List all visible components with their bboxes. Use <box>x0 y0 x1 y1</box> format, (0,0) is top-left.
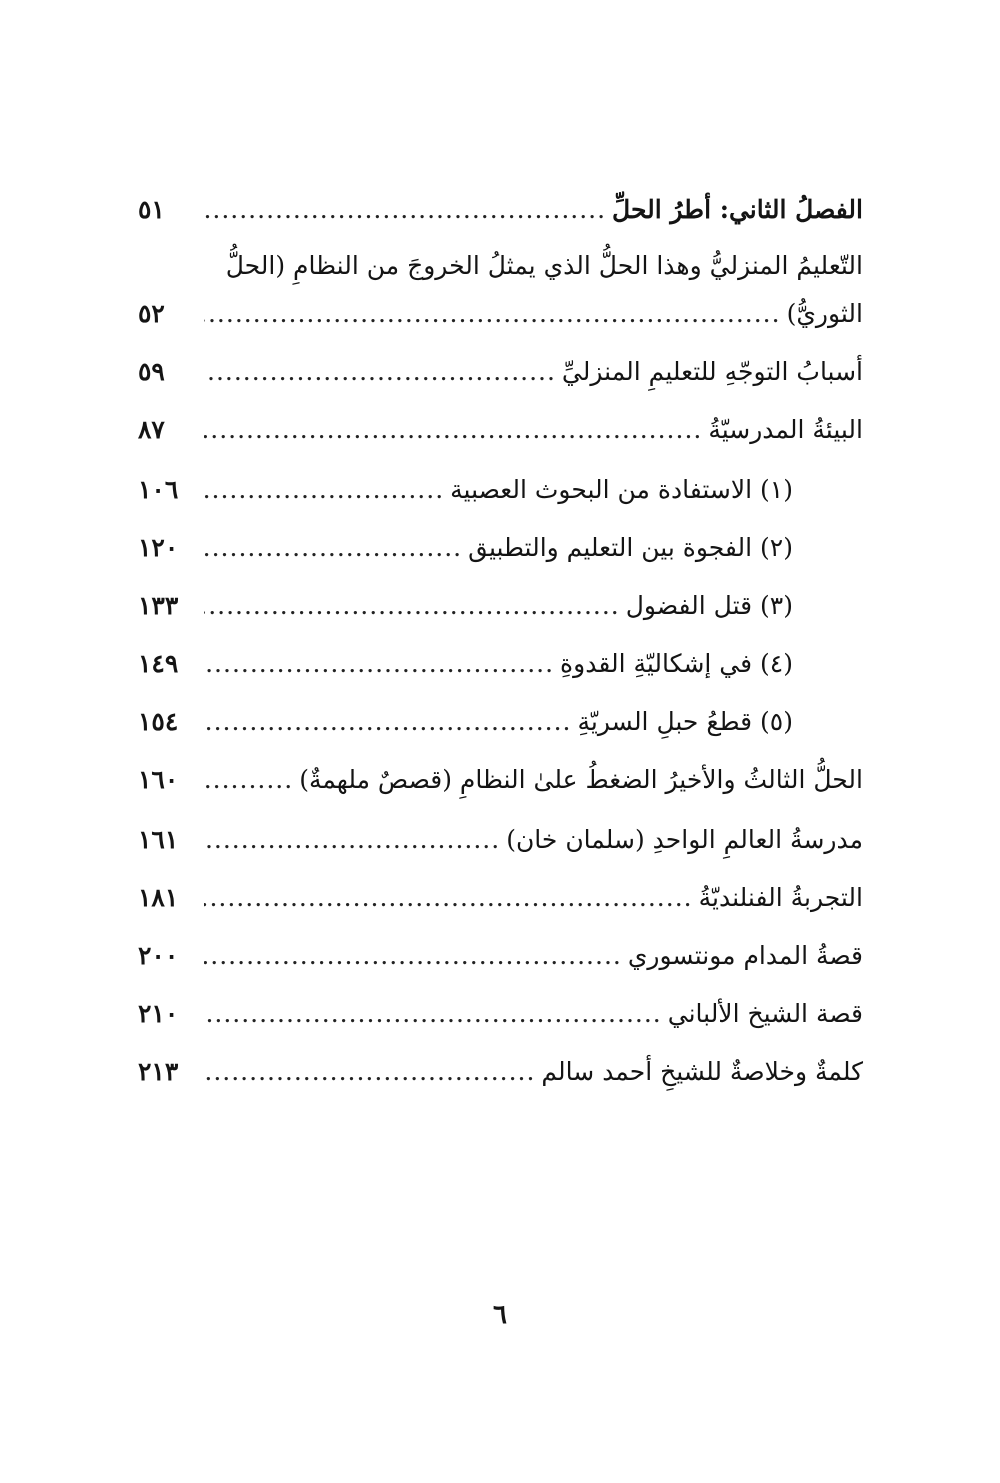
toc-entry <box>138 352 863 392</box>
toc-entry-title: (٣) قتل الفضول <box>625 591 793 620</box>
dot-leader <box>204 586 620 626</box>
toc-entry-page: ٢١٠ <box>138 999 179 1028</box>
toc-subentry <box>138 644 863 684</box>
dot-leader <box>204 190 606 230</box>
toc-entry-page: ٨٧ <box>138 415 165 444</box>
toc-subentry <box>138 702 863 742</box>
toc-entry-title: قصة الشيخ الألباني <box>667 999 863 1028</box>
toc-entry-title: التّعليمُ المنزليُّ وهذا الحلُّ الذي يمثلُ الخروجَ من النظامِ (الحلُّ <box>225 251 863 280</box>
toc-entry-title: التجربةُ الفنلنديّةُ <box>698 883 863 912</box>
toc-entry-title: البيئةُ المدرسيّةُ <box>708 415 863 444</box>
toc-entry-page: ١٠٦ <box>138 475 179 504</box>
toc-subentry <box>138 586 863 626</box>
toc-entry-page: ١٥٤ <box>138 707 179 736</box>
toc-entry <box>138 936 863 976</box>
dot-leader <box>204 760 293 800</box>
toc-entry-title: الثوريُّ) <box>786 299 863 328</box>
toc-entry-title: الفصلُ الثاني: أطرُ الحلِّ <box>612 195 863 224</box>
toc-entry-title: (٥) قطعُ حبلِ السريّةِ <box>577 707 793 736</box>
toc-entry-page: ٥٩ <box>138 357 165 386</box>
dot-leader <box>204 294 781 334</box>
toc-entry <box>138 760 863 800</box>
dot-leader <box>204 820 500 860</box>
toc-entry-page: ١٦٠ <box>138 765 179 794</box>
toc-entry-page: ٢١٣ <box>138 1057 179 1086</box>
toc-entry-page: ٢٠٠ <box>138 941 179 970</box>
toc-entry-page: ١٢٠ <box>138 533 179 562</box>
toc-entry-chapter-heading <box>138 190 863 230</box>
dot-leader <box>204 352 556 392</box>
toc-entry <box>138 1052 863 1092</box>
toc-entry <box>138 878 863 918</box>
toc-entry-page: ٥٢ <box>138 299 165 328</box>
toc-entry <box>138 994 863 1034</box>
dot-leader <box>204 702 571 742</box>
toc-entry-page: ٥١ <box>138 195 165 224</box>
toc-entry-title: كلمةٌ وخلاصةٌ للشيخِ أحمد سالم <box>541 1057 863 1086</box>
toc-entry-page: ١٨١ <box>138 883 179 912</box>
dot-leader <box>204 994 662 1034</box>
dot-leader <box>204 410 702 450</box>
dot-leader <box>204 1052 535 1092</box>
dot-leader <box>204 878 693 918</box>
toc-entry-title: مدرسةُ العالمِ الواحدِ (سلمان خان) <box>506 825 863 854</box>
toc-entry-page: ١٦١ <box>138 825 179 854</box>
toc-subentry <box>138 470 863 510</box>
dot-leader <box>204 470 444 510</box>
toc-entry <box>138 820 863 860</box>
dot-leader <box>204 528 462 568</box>
toc-entry-title: أسبابُ التوجّهِ للتعليمِ المنزليِّ <box>561 357 863 386</box>
toc-entry-title: (٤) في إشكاليّةِ القدوةِ <box>560 649 793 678</box>
toc-entry-title: الحلُّ الثالثُ والأخيرُ الضغطُ علىٰ النظامِ (قصصٌ ملهمةٌ) <box>299 765 863 794</box>
page-number: ٦ <box>493 1300 507 1330</box>
dot-leader <box>204 936 622 976</box>
toc-entry-title: قصةُ المدام مونتسوري <box>627 941 863 970</box>
toc-entry-title-line1 <box>138 246 863 286</box>
toc-entry-page: ١٣٣ <box>138 591 179 620</box>
toc-entry <box>138 410 863 450</box>
toc-entry-title: (١) الاستفادة من البحوث العصبية <box>450 475 793 504</box>
toc-entry <box>138 294 863 334</box>
toc-entry-page: ١٤٩ <box>138 649 179 678</box>
toc-entry-title: (٢) الفجوة بين التعليم والتطبيق <box>468 533 793 562</box>
toc-subentry <box>138 528 863 568</box>
dot-leader <box>204 644 554 684</box>
